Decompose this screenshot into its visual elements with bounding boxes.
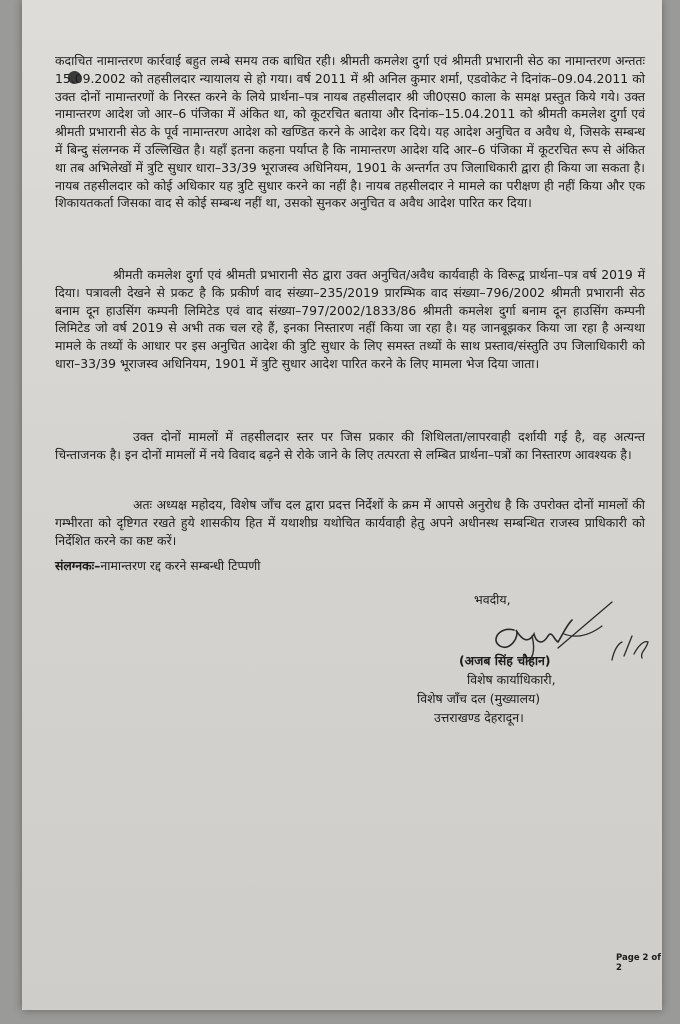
paragraph-negligence: उक्त दोनों मामलों में तहसीलदार स्तर पर जिस प्रकार की शिथिलता/लापरवाही दर्शायी गई है, वह अत्यन्त चिन्ताजनक है। इन दोनों मामलों में नये विवाद बढ़ने से रोके जाने के लिए तत्परता से लम्बित प्रार्थना–पत्रों का निस्तारण आवश्यक है।	[55, 429, 645, 462]
signatory-designation: विशेष कार्याधिकारी,	[467, 672, 556, 687]
closing-salutation: भवदीय,	[474, 592, 511, 607]
document-page	[22, 0, 662, 1010]
enclosure-label: संलग्नकः–	[55, 558, 101, 573]
signatory-office: विशेष जाँच दल (मुख्यालय)	[417, 691, 541, 706]
paragraph-mutation-history: कदाचित नामान्तरण कार्रवाई बहुत लम्बे समय तक बाधित रही। श्रीमती कमलेश दुर्गा एवं श्रीमती प्रभारानी सेठ का नामान्तरण अन्ततः 15.09.2002 को तहसीलदार न्यायालय से हो गया। वर्ष 2011 में श्री अनिल कुमार शर्मा, एडवोकेट ने दिनांक–09.04.2011 को उक्त दोनों नामान्तरणों के निरस्त करने के लिये प्रार्थना–पत्र नायब तहसीलदार श्री जी0एस0 काला के समक्ष प्रस्तुत किये गये। उक्त नामान्तरण आदेश जो आर–6 पंजिका में अंकित था, को कूटरचित बताया और दिनांक–15.04.2011 को श्रीमती कमलेश दुर्गा एवं श्रीमती प्रभारानी सेठ के पूर्व नामान्तरण आदेश को खण्डित करने के आदेश कर दिये। यह आदेश अनुचित व अवैध थे, जिसके सम्बन्ध में बिन्दु संलग्नक में उल्लिखित है। यहाँ इतना कहना पर्याप्त है कि नामान्तरण आदेश यदि आर–6 पंजिका में कूटरचित रूप से अंकित था तब अभिलेखों में त्रुटि सुधार धारा–33/39 भूराजस्व अधिनियम, 1901 के अन्तर्गत उप जिलाधिकारी द्वारा ही किया जा सकता है। नायब तहसीलदार को कोई अधिकार यह त्रुटि सुधार करने का नहीं है। नायब तहसीलदार ने मामले का परीक्षण ही नहीं किया और एक शिकायतकर्ता जिसका वाद से कोई सम्बन्ध नहीं था, उसको सुनकर अनुचित व अवैध आदेश पारित कर दिया।	[55, 53, 645, 211]
page-number: Page 2 of 2	[616, 953, 661, 973]
signatory-place: उत्तराखण्ड देहरादून।	[434, 710, 524, 725]
signatory-name: (अजब सिंह चौहान)	[459, 653, 551, 668]
enclosure-text: नामान्तरण रद्द करने सम्बन्धी टिप्पणी	[100, 558, 261, 573]
paragraph-pending-cases: श्रीमती कमलेश दुर्गा एवं श्रीमती प्रभारानी सेठ द्वारा उक्त अनुचित/अवैध कार्यवाही के विरूद्व प्रार्थना–पत्र वर्ष 2019 में दिया। पत्रावली देखने से प्रकट है कि प्रकीर्ण वाद संख्या–235/2019 प्रारम्भिक वाद संख्या–796/2002 श्रीमती प्रभारानी सेठ बनाम दून हाउसिंग कम्पनी लिमिटेड एवं वाद संख्या–797/2002/1833/86 श्रीमती कमलेश दुर्गा बनाम दून हाउसिंग कम्पनी लिमिटेड जो वर्ष 2019 से अभी तक चल रहे हैं, इनका निस्तारण नहीं किया जा रहा है। यह जानबूझकर किया जा रहा है अन्यथा मामले के तथ्यों के आधार पर इस अनुचित आदेश की त्रुटि सुधार के लिए समस्त तथ्यों के साथ प्रस्ताव/संस्तुति उप जिलाधिकारी को धारा–33/39 भूराजस्व अधिनियम, 1901 में त्रुटि सुधार आदेश पारित करने के लिए मामला भेज दिया जाता।	[55, 267, 645, 371]
paragraph-request: अतः अध्यक्ष महोदय, विशेष जाँच दल द्वारा प्रदत्त निर्देशों के क्रम में आपसे अनुरोध है कि उपरोक्त दोनों मामलों की गम्भीरता को दृष्टिगत रखते हुये शासकीय हित में यथाशीघ्र यथोचित कार्यवाही हेतु अपने अधीनस्थ सम्बन्धित राजस्व प्राधिकारी को निर्देशित करने का कष्ट करें।	[55, 497, 645, 548]
enclosure-line	[55, 557, 645, 575]
